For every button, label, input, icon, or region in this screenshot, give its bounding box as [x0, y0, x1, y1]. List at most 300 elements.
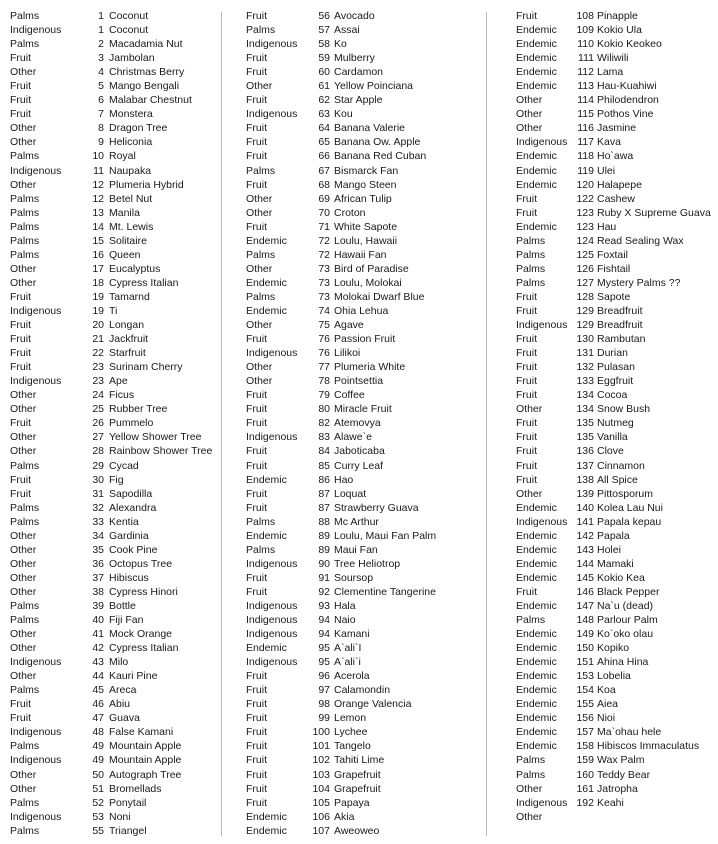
- number-cell: 26: [92, 417, 104, 430]
- number-cell: 142: [576, 529, 594, 542]
- category-cell: Other: [246, 192, 273, 205]
- table-row: [10, 739, 218, 753]
- plant-name-cell: Jatropha: [597, 782, 638, 795]
- plant-name-cell: Ohia Lehua: [334, 304, 389, 317]
- plant-name-cell: Aweoweo: [334, 824, 380, 837]
- plant-name-cell: Cashew: [597, 192, 635, 205]
- category-cell: Palms: [516, 276, 546, 289]
- number-cell: 15: [92, 234, 104, 247]
- category-cell: Fruit: [246, 684, 267, 697]
- table-column-2: [246, 9, 484, 838]
- category-cell: Endemic: [516, 670, 557, 683]
- category-cell: Palms: [10, 206, 40, 219]
- table-row: [516, 487, 718, 501]
- plant-name-cell: Mountain Apple: [109, 754, 182, 767]
- table-row: [246, 192, 484, 206]
- plant-name-cell: Pummelo: [109, 417, 154, 430]
- category-cell: Endemic: [516, 543, 557, 556]
- category-cell: Palms: [10, 599, 40, 612]
- category-cell: Fruit: [246, 571, 267, 584]
- table-row: [246, 571, 484, 585]
- plant-name-cell: Avocado: [334, 10, 375, 22]
- category-cell: Other: [10, 670, 37, 683]
- category-cell: Endemic: [516, 178, 557, 191]
- number-cell: 134: [576, 389, 594, 402]
- table-row: [516, 782, 718, 796]
- number-cell: 133: [576, 375, 594, 388]
- plant-name-cell: Rubber Tree: [109, 403, 168, 416]
- category-cell: Palms: [516, 234, 546, 247]
- plant-name-cell: Mango Steen: [334, 178, 397, 191]
- table-row: [10, 543, 218, 557]
- number-cell: 108: [576, 10, 594, 22]
- table-row: [10, 725, 218, 739]
- number-cell: 76: [318, 347, 330, 360]
- plant-name-cell: Jaboticaba: [334, 445, 385, 458]
- table-row: [246, 768, 484, 782]
- number-cell: 65: [318, 136, 330, 149]
- number-cell: 33: [92, 515, 104, 528]
- number-cell: 21: [92, 333, 104, 346]
- number-cell: 128: [576, 290, 594, 303]
- category-cell: Palms: [10, 10, 40, 22]
- number-cell: 91: [318, 571, 330, 584]
- table-row: [10, 135, 218, 149]
- number-cell: 141: [576, 515, 594, 528]
- category-cell: Palms: [246, 248, 276, 261]
- number-cell: 151: [576, 656, 594, 669]
- plant-name-cell: Cinnamon: [597, 459, 645, 472]
- category-cell: Other: [516, 810, 543, 823]
- table-row: [10, 782, 218, 796]
- number-cell: 95: [318, 642, 330, 655]
- table-row: [10, 627, 218, 641]
- category-cell: Indigenous: [10, 726, 62, 739]
- plant-name-cell: Teddy Bear: [597, 768, 651, 781]
- plant-name-cell: Fiji Fan: [109, 614, 144, 627]
- plant-name-cell: Pointsettia: [334, 375, 384, 388]
- plant-name-cell: Breadfruit: [597, 304, 643, 317]
- number-cell: 23: [92, 375, 104, 388]
- number-cell: 93: [318, 599, 330, 612]
- number-cell: 134: [576, 403, 594, 416]
- table-row: [10, 9, 218, 23]
- category-cell: Endemic: [516, 712, 557, 725]
- category-cell: Fruit: [246, 150, 267, 163]
- category-cell: Other: [10, 529, 37, 542]
- category-cell: Fruit: [246, 10, 267, 22]
- category-cell: Endemic: [516, 642, 557, 655]
- category-cell: Palms: [10, 515, 40, 528]
- plant-name-cell: Soursop: [334, 571, 374, 584]
- number-cell: 115: [577, 108, 594, 121]
- number-cell: 46: [92, 698, 104, 711]
- number-cell: 17: [92, 262, 104, 275]
- category-cell: Other: [10, 276, 37, 289]
- table-row: [516, 725, 718, 739]
- category-cell: Endemic: [516, 557, 557, 570]
- plant-name-cell: Grapefruit: [334, 768, 381, 781]
- table-row: [516, 669, 718, 683]
- plant-name-cell: Atemovya: [334, 417, 381, 430]
- plant-name-cell: Mountain Apple: [109, 740, 182, 753]
- table-row: [516, 374, 718, 388]
- table-column-3: [516, 9, 718, 824]
- plant-name-cell: Hala: [334, 599, 356, 612]
- table-row: [10, 613, 218, 627]
- plant-name-cell: Lilikoi: [334, 347, 361, 360]
- number-cell: 76: [318, 333, 330, 346]
- table-row: [10, 515, 218, 529]
- plant-name-cell: Ponytail: [109, 796, 147, 809]
- category-cell: Indigenous: [246, 656, 298, 669]
- category-cell: Other: [10, 403, 37, 416]
- plant-name-cell: Kopiko: [597, 642, 630, 655]
- category-cell: Fruit: [10, 712, 31, 725]
- category-cell: Indigenous: [10, 304, 62, 317]
- table-row: [10, 459, 218, 473]
- category-cell: Other: [10, 571, 37, 584]
- category-cell: Palms: [246, 164, 276, 177]
- plant-name-cell: Ma`ohau hele: [597, 726, 662, 739]
- plant-name-cell: Surinam Cherry: [109, 361, 183, 374]
- category-cell: Palms: [10, 192, 40, 205]
- category-cell: Other: [10, 136, 37, 149]
- table-row: [10, 374, 218, 388]
- number-cell: 34: [92, 529, 104, 542]
- number-cell: 19: [92, 304, 104, 317]
- number-cell: 7: [98, 108, 104, 121]
- category-cell: Other: [516, 94, 543, 107]
- category-cell: Fruit: [10, 698, 31, 711]
- category-cell: Other: [10, 122, 37, 135]
- table-row: [516, 571, 718, 585]
- category-cell: Palms: [246, 543, 276, 556]
- table-row: [246, 627, 484, 641]
- category-cell: Fruit: [246, 698, 267, 711]
- plant-name-cell: Royal: [109, 150, 136, 163]
- category-cell: Palms: [10, 501, 40, 514]
- number-cell: 63: [318, 108, 330, 121]
- number-cell: 157: [576, 726, 594, 739]
- table-row: [10, 796, 218, 810]
- table-row: [10, 149, 218, 163]
- plant-name-cell: Kokio Ula: [597, 24, 642, 37]
- category-cell: Fruit: [246, 122, 267, 135]
- table-row: [246, 669, 484, 683]
- number-cell: 68: [318, 178, 330, 191]
- plant-name-cell: Ti: [109, 304, 118, 317]
- number-cell: 10: [92, 150, 104, 163]
- plant-name-cell: Hau-Kuahiwi: [597, 80, 657, 93]
- category-cell: Endemic: [516, 656, 557, 669]
- plant-name-cell: Eggfruit: [597, 375, 634, 388]
- number-cell: 29: [92, 459, 104, 472]
- number-cell: 129: [576, 319, 594, 332]
- table-row: [246, 529, 484, 543]
- plant-name-cell: Gardinia: [109, 529, 149, 542]
- table-row: [246, 360, 484, 374]
- table-row: [246, 23, 484, 37]
- plant-name-cell: Mulberry: [334, 52, 375, 65]
- number-cell: 5: [98, 80, 104, 93]
- table-row: [246, 374, 484, 388]
- number-cell: 150: [576, 642, 594, 655]
- plant-name-cell: Dragon Tree: [109, 122, 168, 135]
- table-row: [246, 318, 484, 332]
- plant-name-cell: Naio: [334, 614, 356, 627]
- number-cell: 109: [576, 24, 594, 37]
- plant-name-cell: Bismarck Fan: [334, 164, 399, 177]
- number-cell: 41: [92, 628, 104, 641]
- category-cell: Endemic: [246, 824, 287, 837]
- table-row: [10, 79, 218, 93]
- number-cell: 35: [92, 543, 104, 556]
- plant-name-cell: Hau: [597, 220, 617, 233]
- plant-name-cell: Yellow Shower Tree: [109, 431, 202, 444]
- category-cell: Other: [246, 361, 273, 374]
- plant-name-cell: Solitaire: [109, 234, 147, 247]
- table-row: [516, 459, 718, 473]
- number-cell: 154: [576, 684, 594, 697]
- plant-name-cell: Lemon: [334, 712, 367, 725]
- table-row: [246, 753, 484, 767]
- plant-name-cell: Naupaka: [109, 164, 152, 177]
- number-cell: 44: [92, 670, 104, 683]
- plant-name-cell: Wiliwili: [597, 52, 629, 65]
- table-row: [516, 23, 718, 37]
- number-cell: 94: [318, 614, 330, 627]
- number-cell: 32: [92, 501, 104, 514]
- number-cell: 123: [576, 220, 594, 233]
- number-cell: 147: [576, 599, 594, 612]
- category-cell: Other: [10, 768, 37, 781]
- category-cell: Indigenous: [246, 431, 298, 444]
- number-cell: 143: [576, 543, 594, 556]
- plant-name-cell: Abiu: [109, 698, 131, 711]
- category-cell: Fruit: [516, 389, 537, 402]
- plant-name-cell: A`ali`I: [334, 642, 362, 655]
- plant-name-cell: Pulasan: [597, 361, 635, 374]
- number-cell: 120: [576, 178, 594, 191]
- plant-name-cell: Ho`awa: [597, 150, 634, 163]
- number-cell: 138: [576, 473, 594, 486]
- plant-name-cell: A`ali`i: [334, 656, 361, 669]
- category-cell: Endemic: [246, 234, 287, 247]
- category-cell: Palms: [10, 740, 40, 753]
- table-row: [246, 725, 484, 739]
- category-cell: Fruit: [516, 459, 537, 472]
- table-row: [516, 753, 718, 767]
- category-cell: Palms: [516, 614, 546, 627]
- number-cell: 90: [318, 557, 330, 570]
- number-cell: 53: [92, 810, 104, 823]
- category-cell: Fruit: [246, 389, 267, 402]
- category-cell: Other: [10, 628, 37, 641]
- plant-name-cell: Triangel: [109, 824, 147, 837]
- number-cell: 83: [318, 431, 330, 444]
- table-row: [516, 768, 718, 782]
- category-cell: Fruit: [246, 585, 267, 598]
- category-cell: Indigenous: [516, 796, 568, 809]
- number-cell: 40: [92, 614, 104, 627]
- table-row: [516, 332, 718, 346]
- plant-name-cell: Bromellads: [109, 782, 162, 795]
- number-cell: 87: [318, 487, 330, 500]
- category-cell: Endemic: [516, 529, 557, 542]
- table-row: [516, 318, 718, 332]
- plant-name-cell: Curry Leaf: [334, 459, 384, 472]
- plant-name-cell: Fig: [109, 473, 124, 486]
- plant-name-cell: Tamarnd: [109, 290, 150, 303]
- number-cell: 117: [577, 136, 594, 149]
- table-row: [10, 444, 218, 458]
- category-cell: Fruit: [10, 80, 31, 93]
- category-cell: Fruit: [10, 94, 31, 107]
- plant-name-cell: Sapodilla: [109, 487, 153, 500]
- category-cell: Fruit: [246, 178, 267, 191]
- plant-name-cell: Loulu, Maui Fan Palm: [334, 529, 437, 542]
- table-row: [10, 206, 218, 220]
- category-cell: Endemic: [246, 473, 287, 486]
- plant-name-cell: Betel Nut: [109, 192, 153, 205]
- category-cell: Endemic: [516, 150, 557, 163]
- category-cell: Palms: [516, 754, 546, 767]
- table-row: [10, 51, 218, 65]
- number-cell: 126: [576, 262, 594, 275]
- table-row: [516, 641, 718, 655]
- table-row: [10, 768, 218, 782]
- plant-name-cell: Calamondin: [334, 684, 391, 697]
- plant-name-cell: Monstera: [109, 108, 153, 121]
- table-row: [246, 290, 484, 304]
- number-cell: 74: [318, 304, 330, 317]
- plant-name-cell: Cypress Hinori: [109, 585, 178, 598]
- table-row: [10, 318, 218, 332]
- category-cell: Other: [516, 487, 543, 500]
- category-cell: Fruit: [516, 431, 537, 444]
- table-row: [10, 669, 218, 683]
- category-cell: Endemic: [516, 698, 557, 711]
- plant-name-cell: Malabar Chestnut: [109, 94, 192, 107]
- plant-name-cell: Plumeria Hybrid: [109, 178, 184, 191]
- plant-name-cell: Miracle Fruit: [334, 403, 392, 416]
- number-cell: 31: [92, 487, 104, 500]
- number-cell: 77: [318, 361, 330, 374]
- number-cell: 80: [318, 403, 330, 416]
- plant-name-cell: Starfruit: [109, 347, 146, 360]
- number-cell: 86: [318, 473, 330, 486]
- category-cell: Fruit: [516, 333, 537, 346]
- table-row: [516, 360, 718, 374]
- plant-name-cell: Clove: [597, 445, 624, 458]
- plant-name-cell: Papala kepau: [597, 515, 662, 528]
- table-row: [10, 416, 218, 430]
- category-cell: Fruit: [10, 290, 31, 303]
- plant-name-cell: Loquat: [334, 487, 367, 500]
- plant-name-cell: Mock Orange: [109, 628, 173, 641]
- table-row: [516, 697, 718, 711]
- table-row: [516, 107, 718, 121]
- plant-name-cell: Mango Bengali: [109, 80, 180, 93]
- category-cell: Fruit: [246, 220, 267, 233]
- plant-name-cell: Acerola: [334, 670, 370, 683]
- table-row: [516, 627, 718, 641]
- table-row: [246, 473, 484, 487]
- plant-name-cell: Pothos Vine: [597, 108, 654, 121]
- plant-name-cell: Hibiscos Immaculatus: [597, 740, 700, 753]
- category-cell: Fruit: [246, 417, 267, 430]
- plant-name-cell: Coconut: [109, 24, 149, 37]
- table-row: [516, 501, 718, 515]
- number-cell: 18: [92, 276, 104, 289]
- table-row: [10, 683, 218, 697]
- table-row: [516, 388, 718, 402]
- category-cell: Endemic: [516, 38, 557, 51]
- table-row: [516, 416, 718, 430]
- table-row: [516, 599, 718, 613]
- number-cell: 19: [92, 290, 104, 303]
- number-cell: 69: [318, 192, 330, 205]
- category-cell: Palms: [10, 459, 40, 472]
- table-row: [246, 135, 484, 149]
- number-cell: 48: [92, 726, 104, 739]
- plant-name-cell: Pinapple: [597, 10, 638, 22]
- plant-name-cell: Sapote: [597, 290, 631, 303]
- number-cell: 148: [576, 614, 594, 627]
- category-cell: Palms: [246, 290, 276, 303]
- category-cell: Indigenous: [516, 136, 568, 149]
- table-row: [10, 557, 218, 571]
- category-cell: Fruit: [10, 347, 31, 360]
- number-cell: 85: [318, 459, 330, 472]
- table-row: [246, 332, 484, 346]
- plant-name-cell: False Kamani: [109, 726, 174, 739]
- table-row: [10, 37, 218, 51]
- number-cell: 37: [92, 571, 104, 584]
- number-cell: 20: [92, 319, 104, 332]
- plant-name-cell: Milo: [109, 656, 129, 669]
- plant-name-cell: Ulei: [597, 164, 616, 177]
- number-cell: 96: [318, 670, 330, 683]
- plant-name-cell: Philodendron: [597, 94, 659, 107]
- plant-name-cell: Areca: [109, 684, 137, 697]
- category-cell: Palms: [246, 515, 276, 528]
- plant-name-cell: Banana Red Cuban: [334, 150, 427, 163]
- plant-name-cell: Ahina Hina: [597, 656, 649, 669]
- plant-name-cell: Nioi: [597, 712, 616, 725]
- plant-name-cell: Tahiti Lime: [334, 754, 385, 767]
- plant-name-cell: Durian: [597, 347, 628, 360]
- category-cell: Fruit: [516, 473, 537, 486]
- number-cell: 129: [576, 304, 594, 317]
- table-row: [516, 290, 718, 304]
- plant-name-cell: Banana Valerie: [334, 122, 406, 135]
- table-column-1: [10, 9, 218, 838]
- plant-name-cell: Plumeria White: [334, 361, 406, 374]
- number-cell: 87: [318, 501, 330, 514]
- plant-name-cell: Keahi: [597, 796, 624, 809]
- table-row: [516, 473, 718, 487]
- table-row: [516, 711, 718, 725]
- category-cell: Endemic: [246, 810, 287, 823]
- table-row: [516, 262, 718, 276]
- plant-name-cell: Jackfruit: [109, 333, 149, 346]
- plant-name-cell: Alexandra: [109, 501, 157, 514]
- number-cell: 66: [318, 150, 330, 163]
- number-cell: 106: [312, 810, 330, 823]
- table-row: [246, 107, 484, 121]
